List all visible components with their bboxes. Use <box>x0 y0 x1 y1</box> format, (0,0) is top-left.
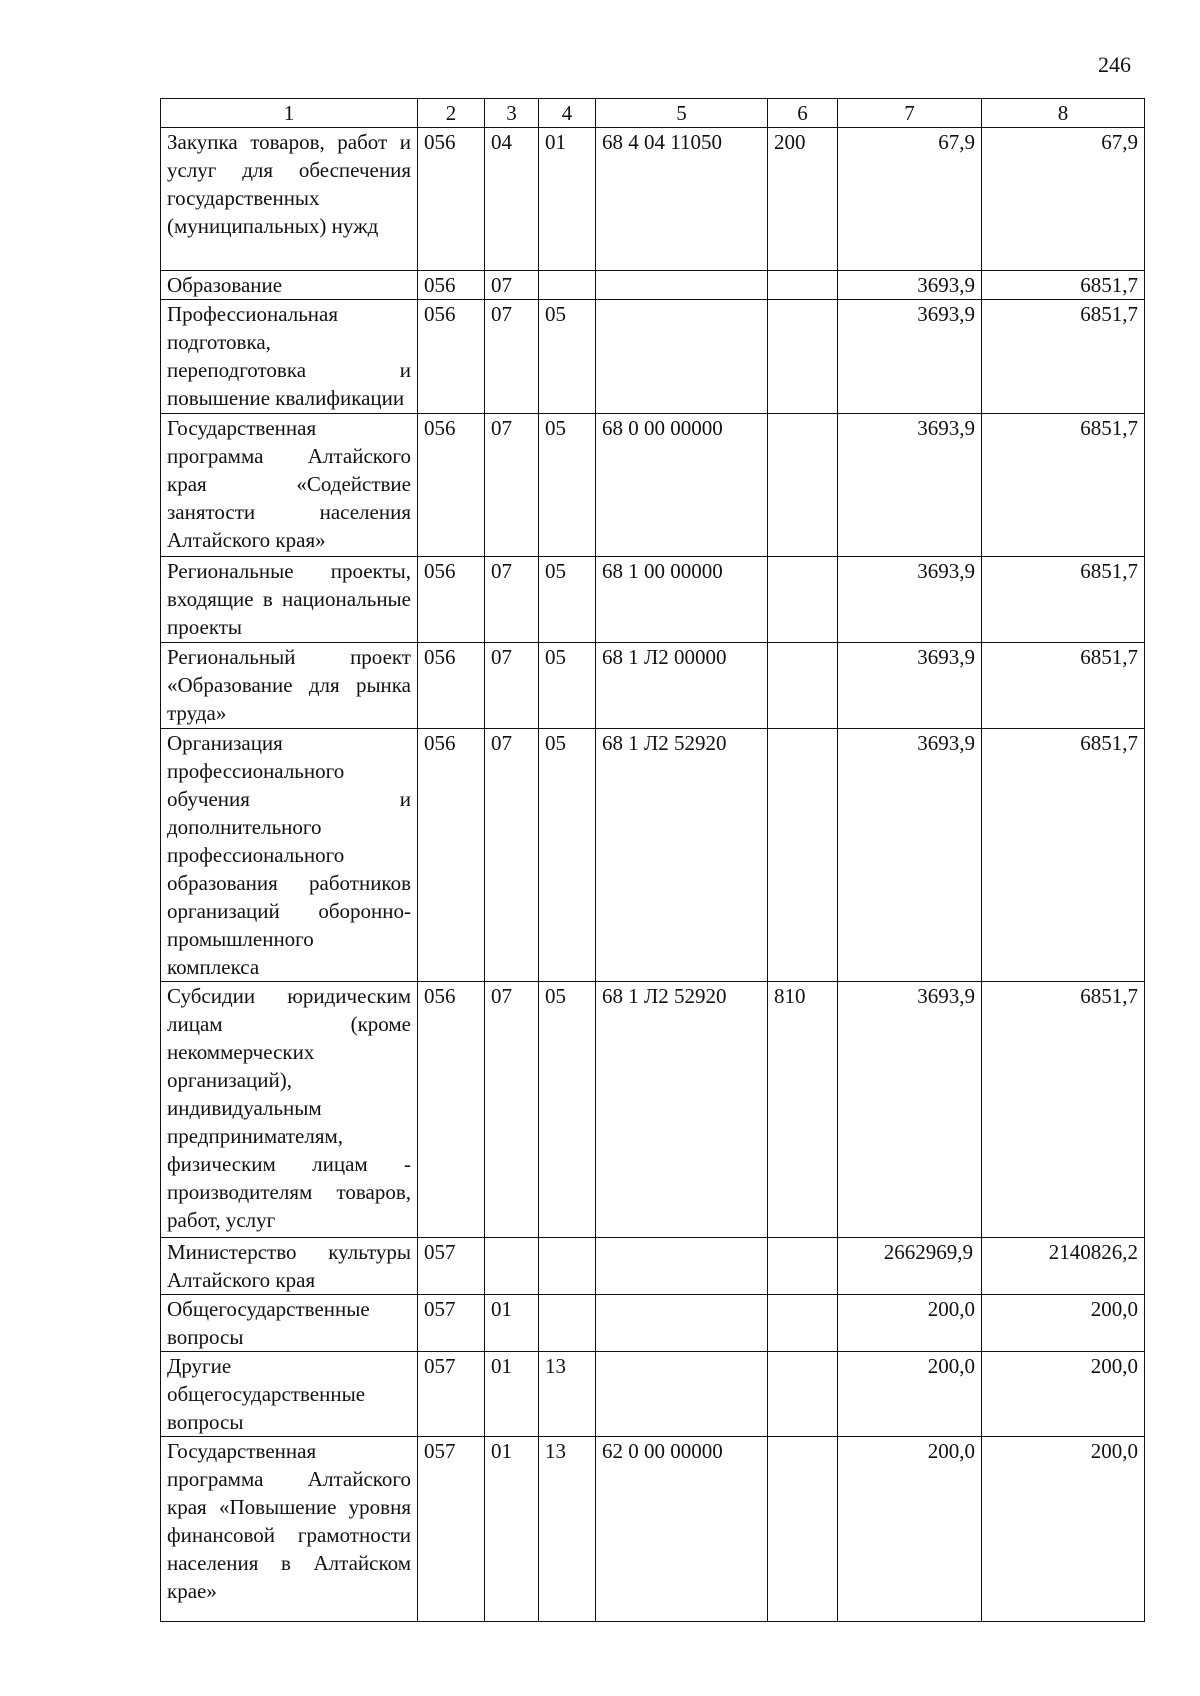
row-expense-type-cell <box>768 1238 838 1295</box>
row-name-cell: Региональные проекты, входящие в национальные проекты <box>161 557 418 643</box>
row-amount-col7-cell: 3693,9 <box>838 557 982 643</box>
row-name-cell: Региональный проект «Образование для рынка труда» <box>161 643 418 729</box>
table-row <box>161 557 1145 643</box>
row-amount-col7-cell: 200,0 <box>838 1437 982 1622</box>
row-section-cell: 01 <box>485 1295 539 1352</box>
row-target-article-cell <box>596 1352 768 1437</box>
header-cell-8: 8 <box>982 99 1145 128</box>
table-body <box>161 128 1145 1622</box>
row-amount-col7-cell: 3693,9 <box>838 729 982 982</box>
row-amount-col7-cell: 67,9 <box>838 128 982 271</box>
row-target-article-cell <box>596 1295 768 1352</box>
row-subsection-cell: 13 <box>539 1437 596 1622</box>
header-cell-6: 6 <box>768 99 838 128</box>
row-section-cell: 07 <box>485 729 539 982</box>
row-section-cell: 01 <box>485 1437 539 1622</box>
row-code-cell: 057 <box>418 1295 485 1352</box>
row-target-article-cell: 68 1 Л2 52920 <box>596 729 768 982</box>
row-subsection-cell <box>539 1295 596 1352</box>
row-name-cell: Общегосударственные вопросы <box>161 1295 418 1352</box>
row-section-cell: 01 <box>485 1352 539 1437</box>
row-amount-col8-cell: 200,0 <box>982 1437 1145 1622</box>
row-subsection-cell: 01 <box>539 128 596 271</box>
row-code-cell: 056 <box>418 128 485 271</box>
row-target-article-cell: 62 0 00 00000 <box>596 1437 768 1622</box>
row-amount-col8-cell: 200,0 <box>982 1295 1145 1352</box>
table-row <box>161 1437 1145 1622</box>
row-subsection-cell: 13 <box>539 1352 596 1437</box>
row-target-article-cell: 68 1 Л2 52920 <box>596 982 768 1238</box>
row-code-cell: 056 <box>418 982 485 1238</box>
row-expense-type-cell <box>768 414 838 557</box>
header-cell-3: 3 <box>485 99 539 128</box>
row-subsection-cell: 05 <box>539 643 596 729</box>
header-cell-4: 4 <box>539 99 596 128</box>
table-row <box>161 128 1145 271</box>
table-row <box>161 729 1145 982</box>
row-expense-type-cell <box>768 1437 838 1622</box>
row-amount-col7-cell: 200,0 <box>838 1352 982 1437</box>
row-expense-type-cell <box>768 1352 838 1437</box>
row-code-cell: 057 <box>418 1437 485 1622</box>
row-section-cell: 07 <box>485 643 539 729</box>
row-name-cell: Закупка товаров, работ и услуг для обеспечения государственных (муниципальных) нужд <box>161 128 418 271</box>
table-row <box>161 982 1145 1238</box>
row-target-article-cell <box>596 271 768 300</box>
table-row <box>161 300 1145 414</box>
header-cell-1: 1 <box>161 99 418 128</box>
row-name-cell: Образование <box>161 271 418 300</box>
row-name-cell: Другие общегосударственные вопросы <box>161 1352 418 1437</box>
row-code-cell: 056 <box>418 729 485 982</box>
row-amount-col8-cell: 6851,7 <box>982 300 1145 414</box>
row-name-cell: Государственная программа Алтайского края «Повышение уровня финансовой грамотности населения в Алтайском крае» <box>161 1437 418 1622</box>
header-cell-2: 2 <box>418 99 485 128</box>
table-row <box>161 1352 1145 1437</box>
header-cell-7: 7 <box>838 99 982 128</box>
row-target-article-cell: 68 4 04 11050 <box>596 128 768 271</box>
table-row <box>161 643 1145 729</box>
row-amount-col7-cell: 3693,9 <box>838 300 982 414</box>
table-row <box>161 271 1145 300</box>
row-amount-col8-cell: 6851,7 <box>982 729 1145 982</box>
row-amount-col8-cell: 6851,7 <box>982 557 1145 643</box>
row-subsection-cell: 05 <box>539 729 596 982</box>
row-name-cell: Организация профессионального обучения и дополнительного профессионального образования работников организаций оборонно-промышленного комплекса <box>161 729 418 982</box>
row-target-article-cell <box>596 1238 768 1295</box>
row-code-cell: 056 <box>418 300 485 414</box>
row-code-cell: 057 <box>418 1238 485 1295</box>
table-header <box>161 99 1145 128</box>
table-row <box>161 1295 1145 1352</box>
row-subsection-cell <box>539 1238 596 1295</box>
row-section-cell: 07 <box>485 557 539 643</box>
row-subsection-cell: 05 <box>539 414 596 557</box>
row-section-cell: 07 <box>485 982 539 1238</box>
row-amount-col7-cell: 2662969,9 <box>838 1238 982 1295</box>
row-section-cell: 07 <box>485 271 539 300</box>
header-cell-5: 5 <box>596 99 768 128</box>
row-name-cell: Профессиональная подготовка, переподготовка и повышение квалификации <box>161 300 418 414</box>
row-target-article-cell <box>596 300 768 414</box>
row-expense-type-cell <box>768 557 838 643</box>
row-subsection-cell: 05 <box>539 557 596 643</box>
row-amount-col8-cell: 6851,7 <box>982 982 1145 1238</box>
row-subsection-cell <box>539 271 596 300</box>
row-expense-type-cell <box>768 643 838 729</box>
row-amount-col7-cell: 3693,9 <box>838 643 982 729</box>
row-amount-col7-cell: 3693,9 <box>838 414 982 557</box>
row-code-cell: 056 <box>418 643 485 729</box>
row-expense-type-cell <box>768 300 838 414</box>
row-name-cell: Субсидии юридическим лицам (кроме некоммерческих организаций), индивидуальным предпринимателям, физическим лицам - производителям товаров, работ, услуг <box>161 982 418 1238</box>
row-amount-col8-cell: 6851,7 <box>982 414 1145 557</box>
table-row <box>161 414 1145 557</box>
row-expense-type-cell <box>768 271 838 300</box>
row-expense-type-cell: 200 <box>768 128 838 271</box>
budget-table <box>160 98 1145 1622</box>
row-code-cell: 056 <box>418 414 485 557</box>
row-amount-col7-cell: 3693,9 <box>838 271 982 300</box>
row-expense-type-cell: 810 <box>768 982 838 1238</box>
row-target-article-cell: 68 1 00 00000 <box>596 557 768 643</box>
row-amount-col8-cell: 2140826,2 <box>982 1238 1145 1295</box>
row-section-cell: 07 <box>485 414 539 557</box>
row-subsection-cell: 05 <box>539 982 596 1238</box>
row-expense-type-cell <box>768 729 838 982</box>
row-target-article-cell: 68 0 00 00000 <box>596 414 768 557</box>
row-name-cell: Министерство культуры Алтайского края <box>161 1238 418 1295</box>
row-code-cell: 056 <box>418 557 485 643</box>
row-amount-col7-cell: 200,0 <box>838 1295 982 1352</box>
row-code-cell: 056 <box>418 271 485 300</box>
row-name-cell: Государственная программа Алтайского края «Содействие занятости населения Алтайского края» <box>161 414 418 557</box>
row-section-cell: 04 <box>485 128 539 271</box>
row-amount-col8-cell: 67,9 <box>982 128 1145 271</box>
row-section-cell <box>485 1238 539 1295</box>
row-amount-col7-cell: 3693,9 <box>838 982 982 1238</box>
row-amount-col8-cell: 6851,7 <box>982 271 1145 300</box>
row-expense-type-cell <box>768 1295 838 1352</box>
page-number: 246 <box>1098 52 1131 77</box>
row-code-cell: 057 <box>418 1352 485 1437</box>
row-amount-col8-cell: 6851,7 <box>982 643 1145 729</box>
row-amount-col8-cell: 200,0 <box>982 1352 1145 1437</box>
row-target-article-cell: 68 1 Л2 00000 <box>596 643 768 729</box>
table-row <box>161 1238 1145 1295</box>
row-subsection-cell: 05 <box>539 300 596 414</box>
header-row <box>161 99 1145 128</box>
row-section-cell: 07 <box>485 300 539 414</box>
